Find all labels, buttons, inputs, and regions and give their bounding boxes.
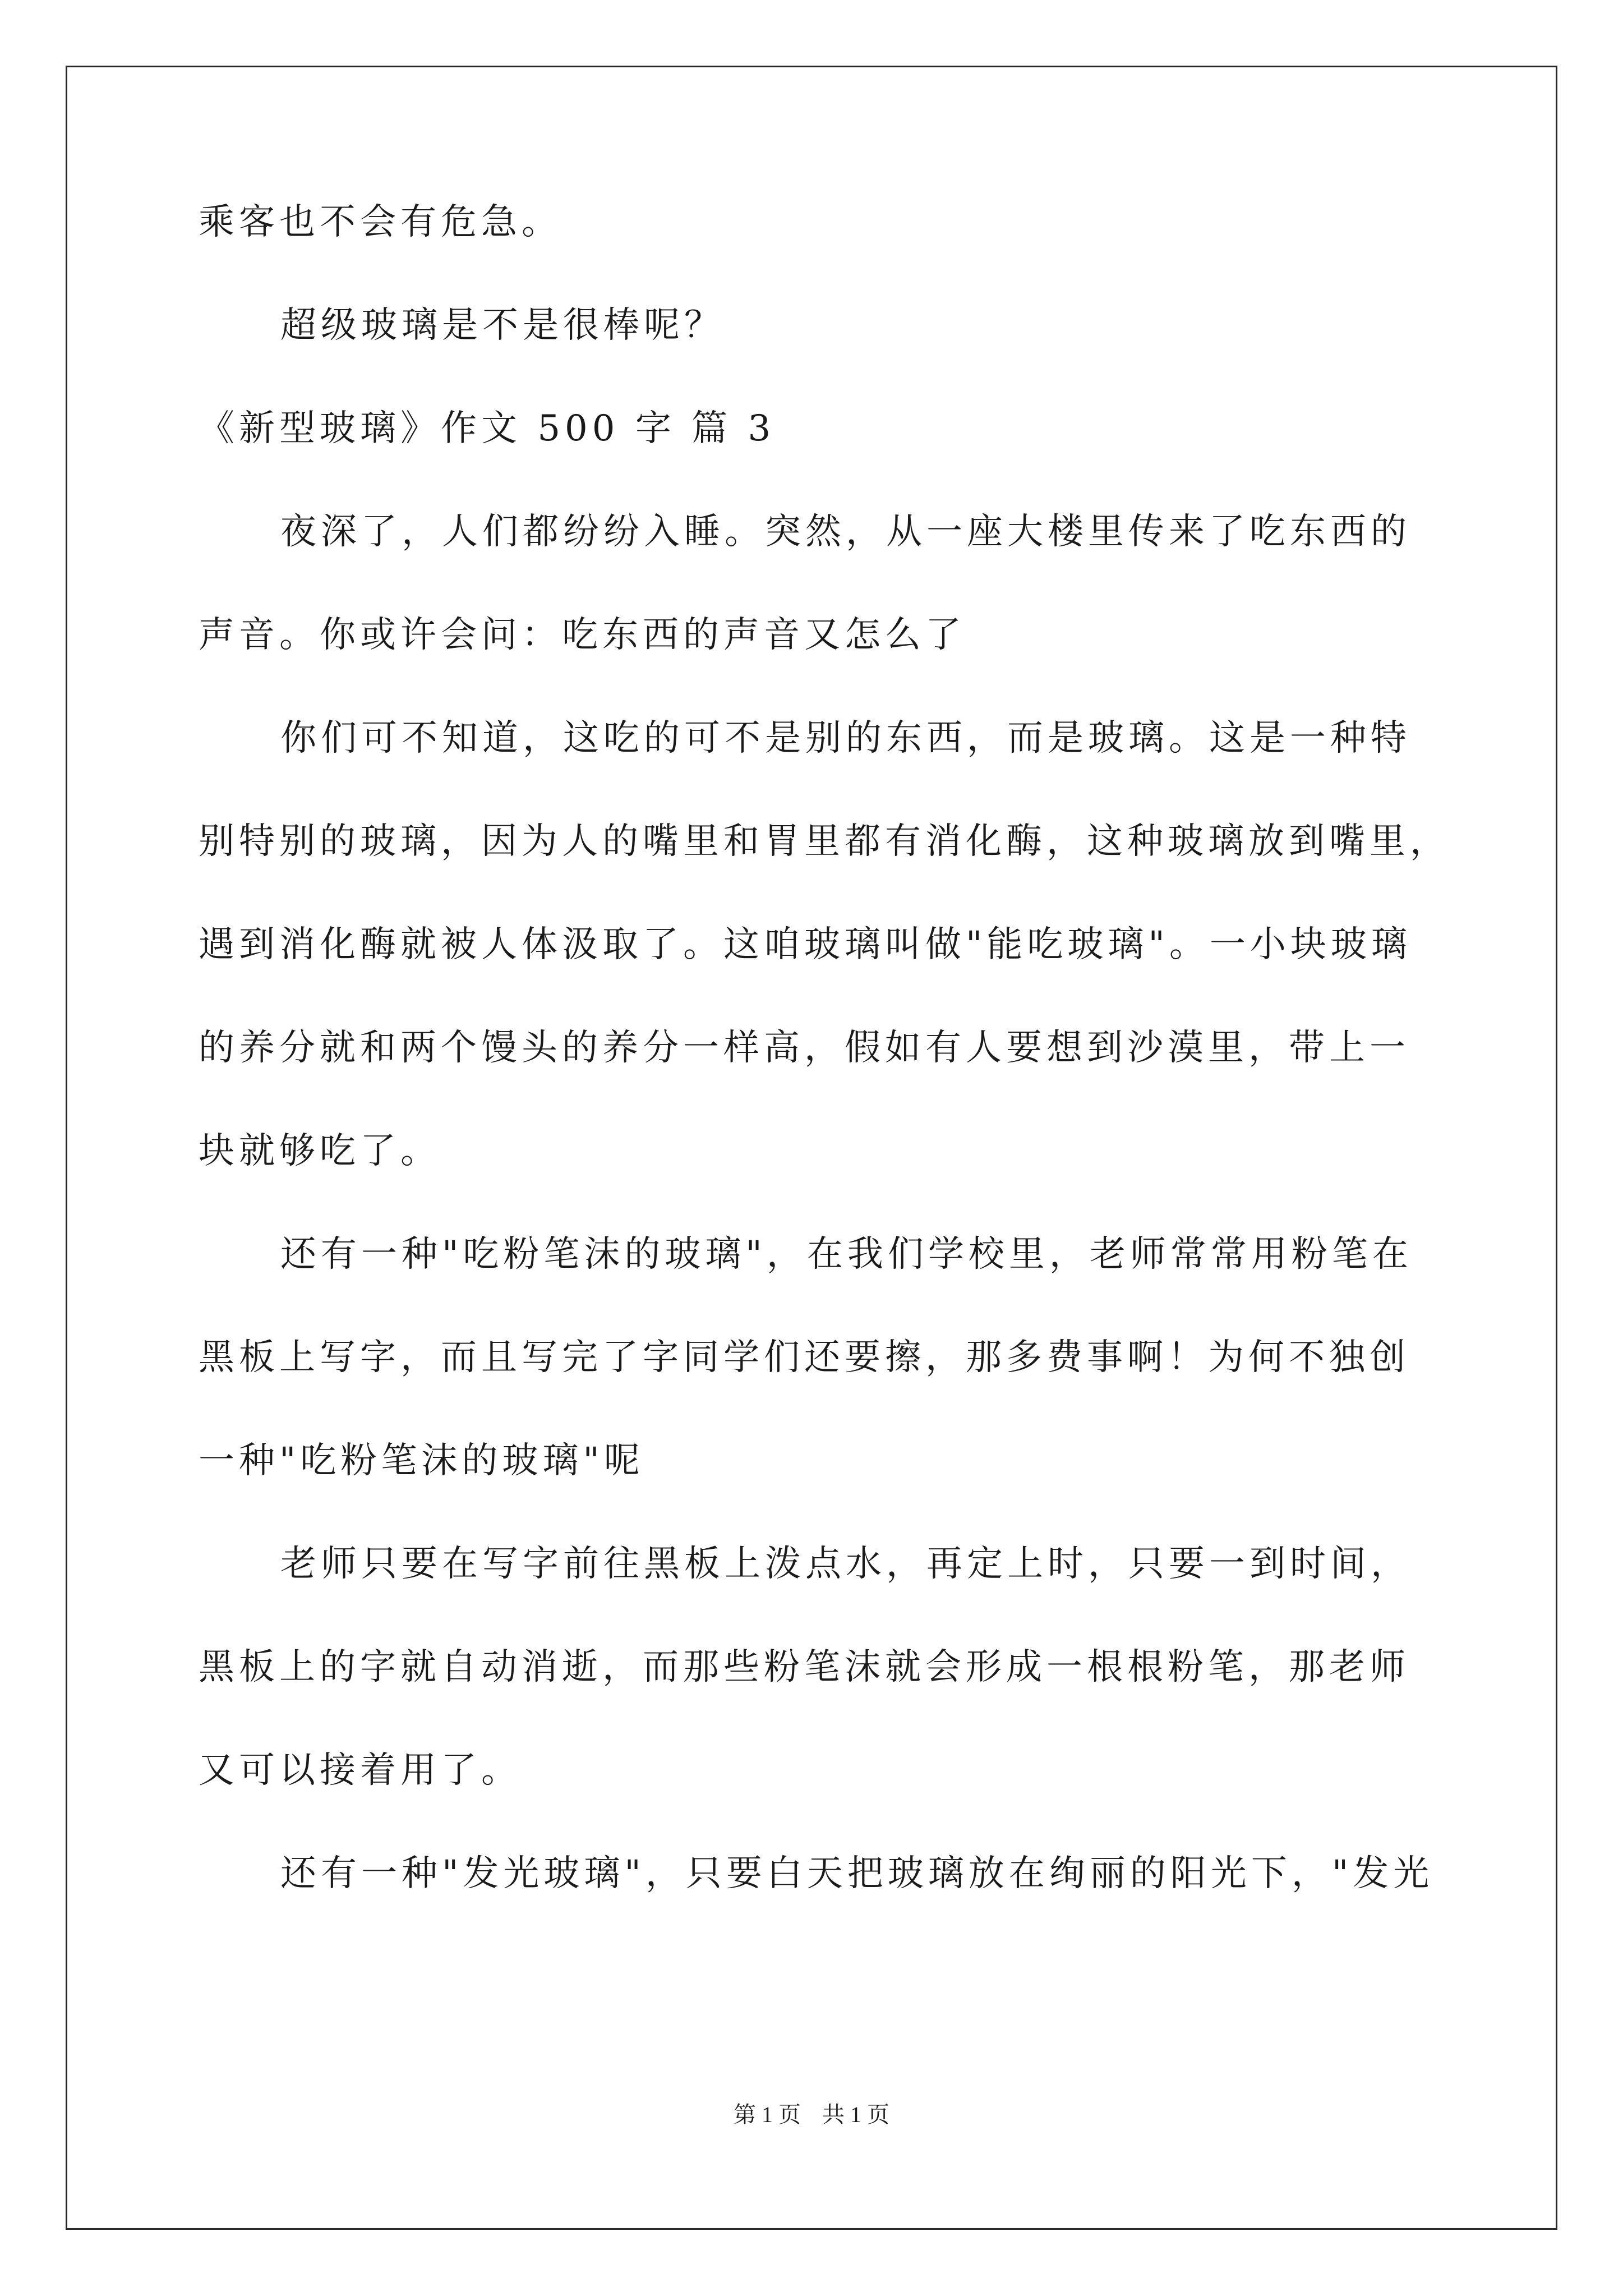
text-line: 夜深了，人们都纷纷入睡。突然，从一座大楼里传来了吃东西的 bbox=[280, 511, 1411, 553]
text-line: 超级玻璃是不是很棒呢？ bbox=[280, 305, 725, 346]
text-line: 别特别的玻璃，因为人的嘴里和胃里都有消化酶，这种玻璃放到嘴里， bbox=[199, 821, 1450, 862]
text-line: 一种"吃粉笔沫的玻璃"呢 bbox=[199, 1440, 644, 1481]
text-line: 声音。你或许会问：吃东西的声音又怎么了 bbox=[199, 614, 966, 656]
text-line: 又可以接着用了。 bbox=[199, 1750, 522, 1791]
section-heading: 《新型玻璃》作文 500 字 篇 3 bbox=[199, 408, 776, 449]
text-line: 遇到消化酶就被人体汲取了。这咱玻璃叫做"能吃玻璃"。一小块玻璃 bbox=[199, 924, 1412, 965]
text-line: 黑板上的字就自动消逝，而那些粉笔沫就会形成一根根粉笔，那老师 bbox=[199, 1646, 1410, 1688]
text-line: 老师只要在写字前往黑板上泼点水，再定上时，只要一到时间， bbox=[280, 1543, 1411, 1585]
page-footer bbox=[0, 2098, 1623, 2132]
text-line: 乘客也不会有危急。 bbox=[199, 201, 562, 243]
page-total: 共 1 页 bbox=[822, 2102, 889, 2127]
text-line: 还有一种"发光玻璃"，只要白天把玻璃放在绚丽的阳光下，"发光 bbox=[280, 1853, 1434, 1894]
page-number: 第 1 页 bbox=[734, 2102, 801, 2127]
text-line: 块就够吃了。 bbox=[199, 1130, 441, 1172]
text-line: 你们可不知道，这吃的可不是别的东西，而是玻璃。这是一种特 bbox=[280, 717, 1411, 759]
text-line: 黑板上写字，而且写完了字同学们还要擦，那多费事啊！为何不独创 bbox=[199, 1337, 1410, 1378]
text-line: 的养分就和两个馒头的养分一样高，假如有人要想到沙漠里，带上一 bbox=[199, 1027, 1410, 1069]
document-body bbox=[199, 196, 1450, 1951]
text-line: 还有一种"吃粉笔沫的玻璃"，在我们学校里，老师常常用粉笔在 bbox=[280, 1234, 1413, 1275]
